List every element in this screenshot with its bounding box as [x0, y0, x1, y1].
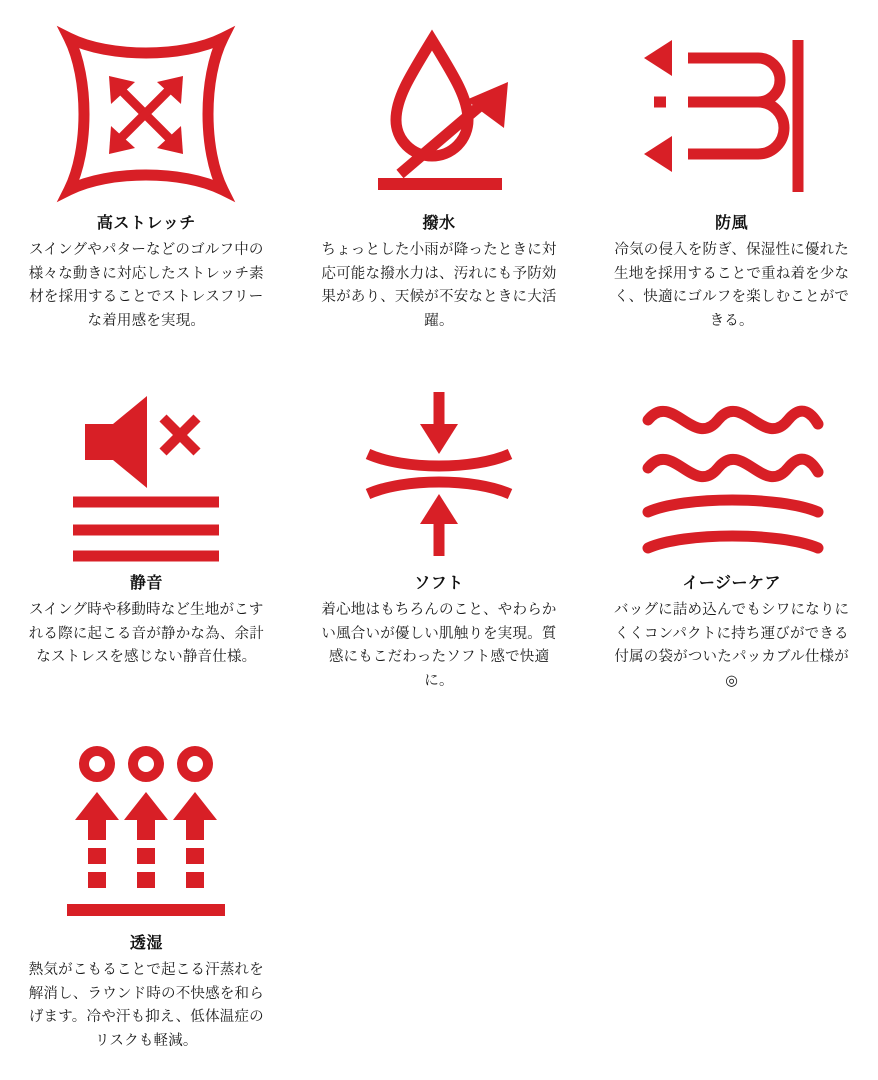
feature-title: イージーケア — [682, 575, 781, 592]
easy-care-icon — [611, 374, 852, 574]
feature-description: スイングやパターなどのゴルフ中の様々な動きに対応したストレッチ素材を採用することでストレスフリーな着用感を実現。 — [28, 242, 264, 329]
soft-icon — [319, 374, 560, 574]
feature-title: 高ストレッチ — [96, 215, 196, 232]
feature-title: 撥水 — [422, 215, 456, 232]
feature-description: 熱気がこもることで起こる汗蒸れを解消し、ラウンド時の不快感を和らげます。冷や汗も抑え、低体温症のリスクも軽減。 — [28, 962, 264, 1049]
windproof-icon — [611, 14, 852, 214]
feature-card-water-repellent — [293, 0, 586, 360]
feature-card-breathable — [0, 720, 293, 1080]
empty-cell — [293, 720, 586, 1080]
feature-card-stretch — [0, 0, 293, 360]
feature-title: 防風 — [715, 215, 749, 232]
feature-description: スイング時や移動時など生地がこすれる際に起こる音が静かな為、余計なストレスを感じない静音仕様。 — [28, 602, 264, 666]
feature-description: バッグに詰め込んでもシワになりにくくコンパクトに持ち運びができる付属の袋がついたパッカブル仕様が◎ — [614, 602, 850, 689]
feature-card-quiet — [0, 360, 293, 720]
feature-description: 着心地はもちろんのこと、やわらかい風合いが優しい肌触りを実現。質感にもこだわったソフト感で快適に。 — [321, 602, 557, 689]
breathable-icon — [26, 734, 267, 934]
feature-title: 透湿 — [129, 935, 163, 952]
quiet-icon — [26, 374, 267, 574]
feature-card-easy-care — [585, 360, 878, 720]
stretch-icon — [26, 14, 267, 214]
feature-title: 静音 — [129, 575, 163, 592]
water-repellent-icon — [319, 14, 560, 214]
feature-description: ちょっとした小雨が降ったときに対応可能な撥水力は、汚れにも予防効果があり、天候が不安なときに大活躍。 — [321, 242, 557, 329]
feature-card-soft — [293, 360, 586, 720]
feature-title: ソフト — [414, 575, 464, 592]
feature-description: 冷気の侵入を防ぎ、保湿性に優れた生地を採用することで重ね着を少なく、快適にゴルフを楽しむことができる。 — [614, 242, 850, 329]
feature-card-windproof — [585, 0, 878, 360]
empty-cell — [585, 720, 878, 1080]
